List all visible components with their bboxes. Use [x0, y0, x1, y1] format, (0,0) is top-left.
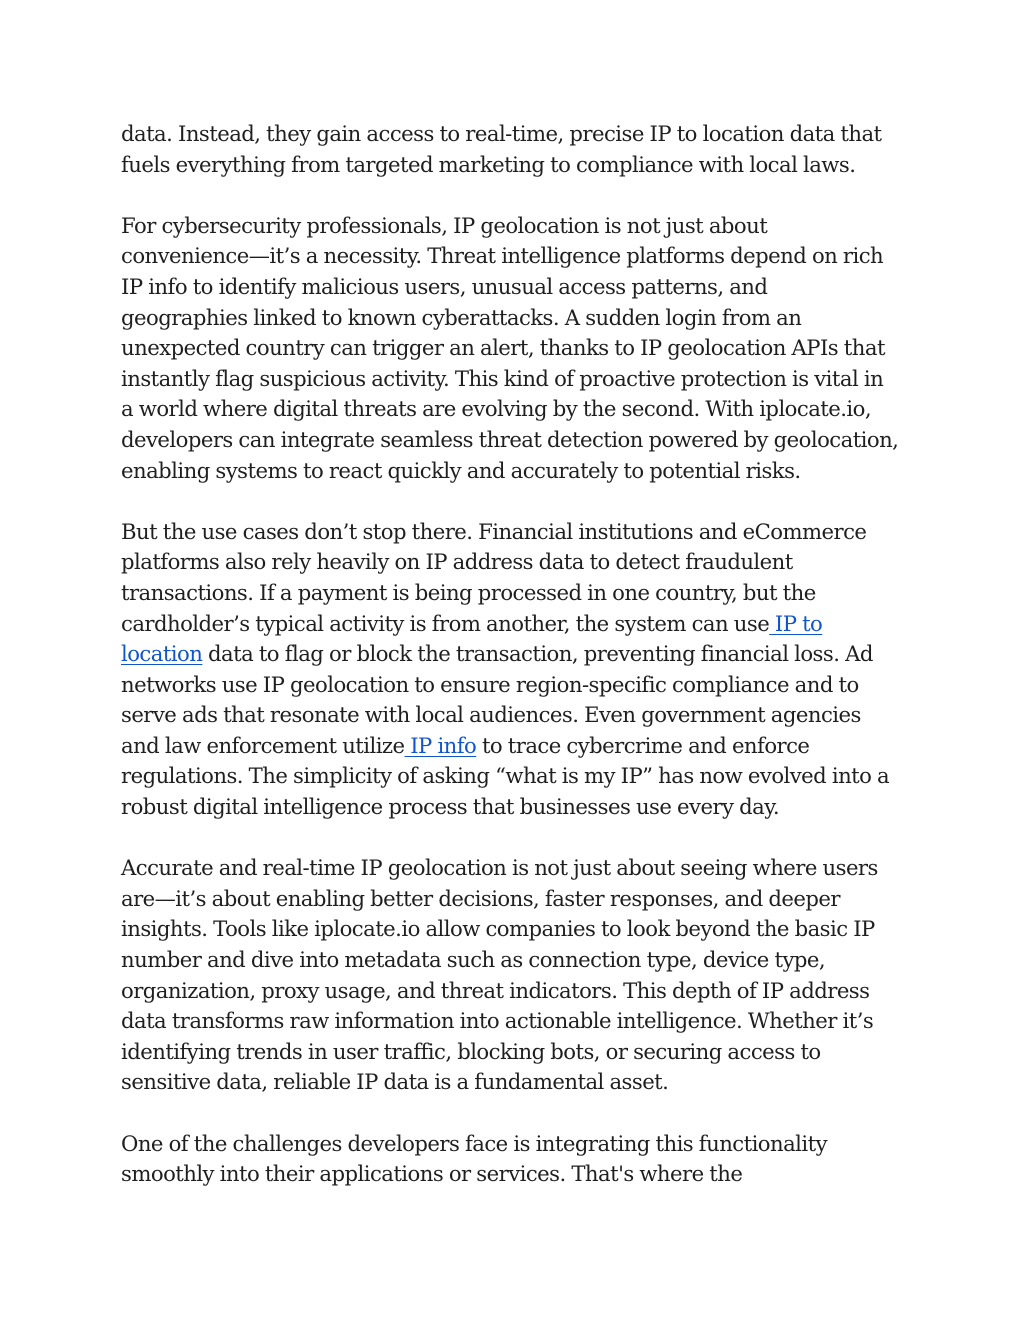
paragraph-gap	[121, 486, 921, 517]
paragraph-2	[121, 211, 921, 486]
paragraph-gap	[121, 1098, 921, 1129]
ip-info-link[interactable]: IP info	[404, 732, 477, 758]
text-line: data transforms raw information into actionable intelligence. Whether it’s	[121, 1008, 874, 1034]
text-line: number and dive into metadata such as connection type, device type,	[121, 947, 826, 973]
text-line: But the use cases don’t stop there. Financial institutions and eCommerce	[121, 518, 867, 544]
text-line: are—it’s about enabling better decisions, faster responses, and deeper	[121, 885, 840, 911]
text-line: serve ads that resonate with local audiences. Even government agencies	[121, 702, 861, 728]
text-line: organization, proxy usage, and threat indicators. This depth of IP address	[121, 977, 870, 1003]
text-line: sensitive data, reliable IP data is a fundamental asset.	[121, 1069, 669, 1095]
paragraph-5	[121, 1129, 921, 1190]
text-line: Accurate and real-time IP geolocation is not just about seeing where users	[121, 855, 878, 881]
text-line-with-link	[121, 639, 921, 670]
text-line: insights. Tools like iplocate.io allow companies to look beyond the basic IP	[121, 916, 875, 942]
text-segment: and law enforcement utilize	[121, 732, 405, 758]
text-line: identifying trends in user traffic, blocking bots, or securing access to	[121, 1038, 821, 1064]
paragraph-gap	[121, 180, 921, 211]
text-line: enabling systems to react quickly and accurately to potential risks.	[121, 457, 801, 483]
text-line: robust digital intelligence process that businesses use every day.	[121, 794, 780, 820]
text-line: fuels everything from targeted marketing to compliance with local laws.	[121, 151, 856, 177]
ip-to-location-link-continued[interactable]: location	[121, 641, 203, 667]
text-line: One of the challenges developers face is integrating this functionality	[121, 1130, 828, 1156]
text-line: convenience—it’s a necessity. Threat intelligence platforms depend on rich	[121, 243, 884, 269]
paragraph-gap	[121, 823, 921, 854]
text-line: a world where digital threats are evolving by the second. With iplocate.io,	[121, 396, 872, 422]
text-line: networks use IP geolocation to ensure region-specific compliance and to	[121, 671, 859, 697]
text-segment: to trace cybercrime and enforce	[476, 732, 810, 758]
text-line: smoothly into their applications or services. That's where the	[121, 1161, 743, 1187]
document-page	[121, 119, 921, 1190]
paragraph-1	[121, 119, 921, 180]
text-line: data. Instead, they gain access to real-time, precise IP to location data that	[121, 121, 882, 146]
text-line: regulations. The simplicity of asking “what is my IP” has now evolved into a	[121, 763, 890, 789]
paragraph-4	[121, 853, 921, 1098]
text-line-with-link	[121, 731, 921, 762]
paragraph-3	[121, 517, 921, 823]
text-line: platforms also rely heavily on IP address data to detect fraudulent	[121, 549, 793, 575]
ip-to-location-link[interactable]: IP to	[769, 610, 823, 636]
text-line: transactions. If a payment is being processed in one country, but the	[121, 579, 816, 605]
text-line: instantly flag suspicious activity. This kind of proactive protection is vital in	[121, 365, 884, 391]
text-line: For cybersecurity professionals, IP geolocation is not just about	[121, 212, 768, 238]
text-segment: cardholder’s typical activity is from another, the system can use	[121, 610, 770, 636]
text-line: developers can integrate seamless threat detection powered by geolocation,	[121, 426, 899, 452]
text-line: unexpected country can trigger an alert, thanks to IP geolocation APIs that	[121, 335, 885, 361]
text-line: IP info to identify malicious users, unusual access patterns, and	[121, 273, 768, 299]
text-segment: data to flag or block the transaction, preventing financial loss. Ad	[202, 641, 873, 667]
text-line-with-link	[121, 609, 921, 640]
text-line: geographies linked to known cyberattacks. A sudden login from an	[121, 304, 802, 330]
